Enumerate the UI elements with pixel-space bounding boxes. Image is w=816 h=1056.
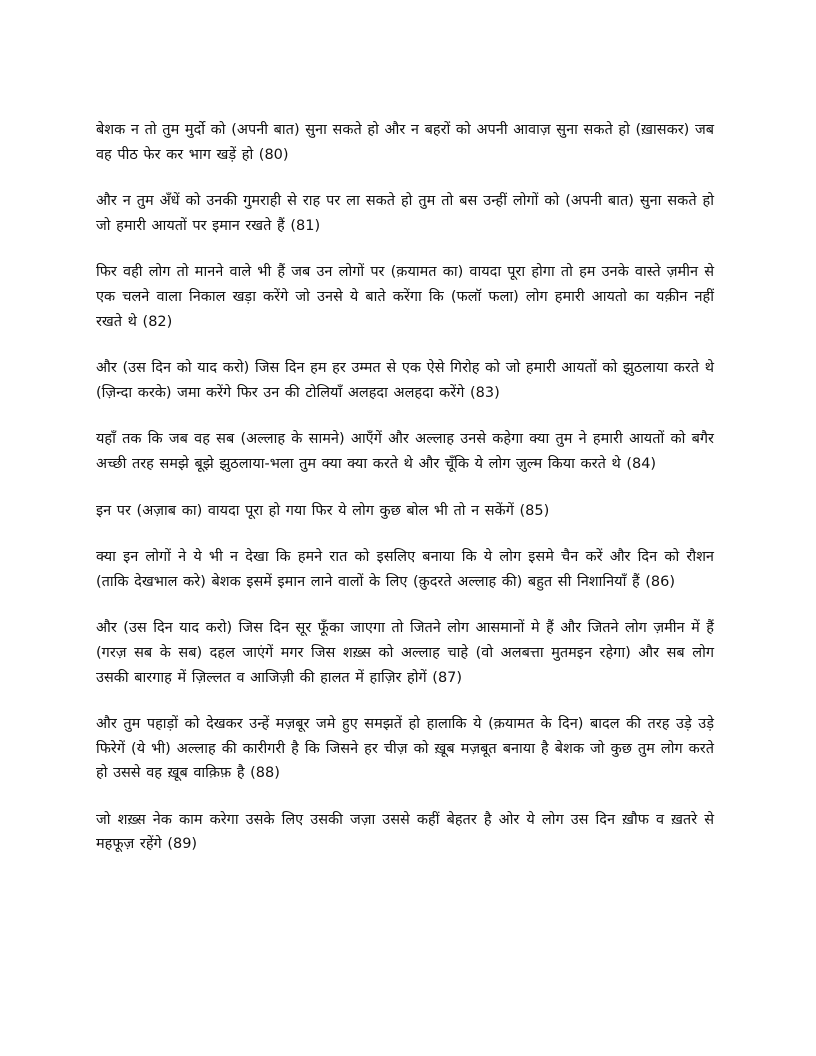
paragraph-verse-83: और (उस दिन को याद करो) जिस दिन हम हर उम्मत से एक ऐसे गिरोह को जो हमारी आयतों को झुठलाया करते थे (ज़िन्दा करके) जमा करेंगे फिर उन की टोलियाँ अलहदा अलहदा करेंगे (83) xyxy=(96,360,714,401)
paragraph-verse-89: जो शख़्स नेक काम करेगा उसके लिए उसकी जज़ा उससे कहीं बेहतर है ओर ये लोग उस दिन ख़ौफ व ख़तरे से महफूज़ रहेंगे (89) xyxy=(96,811,714,853)
document-page xyxy=(96,118,714,879)
paragraph-verse-87: और (उस दिन याद करो) जिस दिन सूर फूँका जाएगा तो जितने लोग आसमानों मे हैं और जितने लोग ज़मीन में हैं (गरज़ सब के सब) दहल जाएंगें मगर जिस शख़्स को अल्लाह चाहे (वो अलबत्ता मुतमइन रहेगा) और सब लोग उसकी बारगाह में ज़िल्लत व आजिज़ी की हालत में हाज़िर होगें (87) xyxy=(96,620,714,686)
paragraph-verse-85: इन पर (अज़ाब का) वायदा पूरा हो गया फिर ये लोग कुछ बोल भी तो न सकेंगें (85) xyxy=(96,502,550,519)
paragraph-verse-84: यहाँ तक कि जब वह सब (अल्लाह के सामने) आएँगें और अल्लाह उनसे कहेगा क्या तुम ने हमारी आयतों को बगैर अच्छी तरह समझे बूझे झुठलाया-भला तुम क्या क्या करते थे और चूँकि ये लोग ज़ुल्म किया करते थे (84) xyxy=(96,431,714,472)
paragraph-verse-81: और न तुम अँधें को उनकी गुमराही से राह पर ला सकते हो तुम तो बस उन्हीं लोगों को (अपनी बात) सुना सकते हो जो हमारी आयतों पर इमान रखते हैं (81) xyxy=(96,193,714,234)
paragraph-verse-88: और तुम पहाड़ों को देखकर उन्हें मज़बूर जमे हुए समझतें हो हालाकि ये (क़यामत के दिन) बादल की तरह उड़े उड़े फिरेगें (ये भी) अल्लाह की कारीगरी है कि जिसने हर चीज़ को ख़ूब मज़बूत बनाया है बेशक जो कुछ तुम लोग करते हो उससे वह ख़ूब वाक़िफ़ है (88) xyxy=(96,716,714,782)
paragraph-verse-86: क्या इन लोगों ने ये भी न देखा कि हमने रात को इसलिए बनाया कि ये लोग इसमे चैन करें और दिन को रौशन (ताकि देखभाल करे) बेशक इसमें इमान लाने वालों के लिए (क़ुदरते अल्लाह की) बहुत सी निशानियाँ हैं (86) xyxy=(96,549,714,590)
paragraph-verse-80: बेशक न तो तुम मुर्दो को (अपनी बात) सुना सकते हो और न बहरों को अपनी आवाज़ सुना सकते हो (ख़ासकर) जब वह पीठ फेर कर भाग खड़ें हो (80) xyxy=(96,122,714,163)
paragraph-verse-82: फिर वही लोग तो मानने वाले भी हैं जब उन लोगों पर (क़यामत का) वायदा पूरा होगा तो हम उनके वास्ते ज़मीन से एक चलने वाला निकाल खड़ा करेंगे जो उनसे ये बाते करेंगा कि (फलॉ फला) लोग हमारी आयतो का यक़ीन नहीं रखते थे (82) xyxy=(96,264,714,330)
